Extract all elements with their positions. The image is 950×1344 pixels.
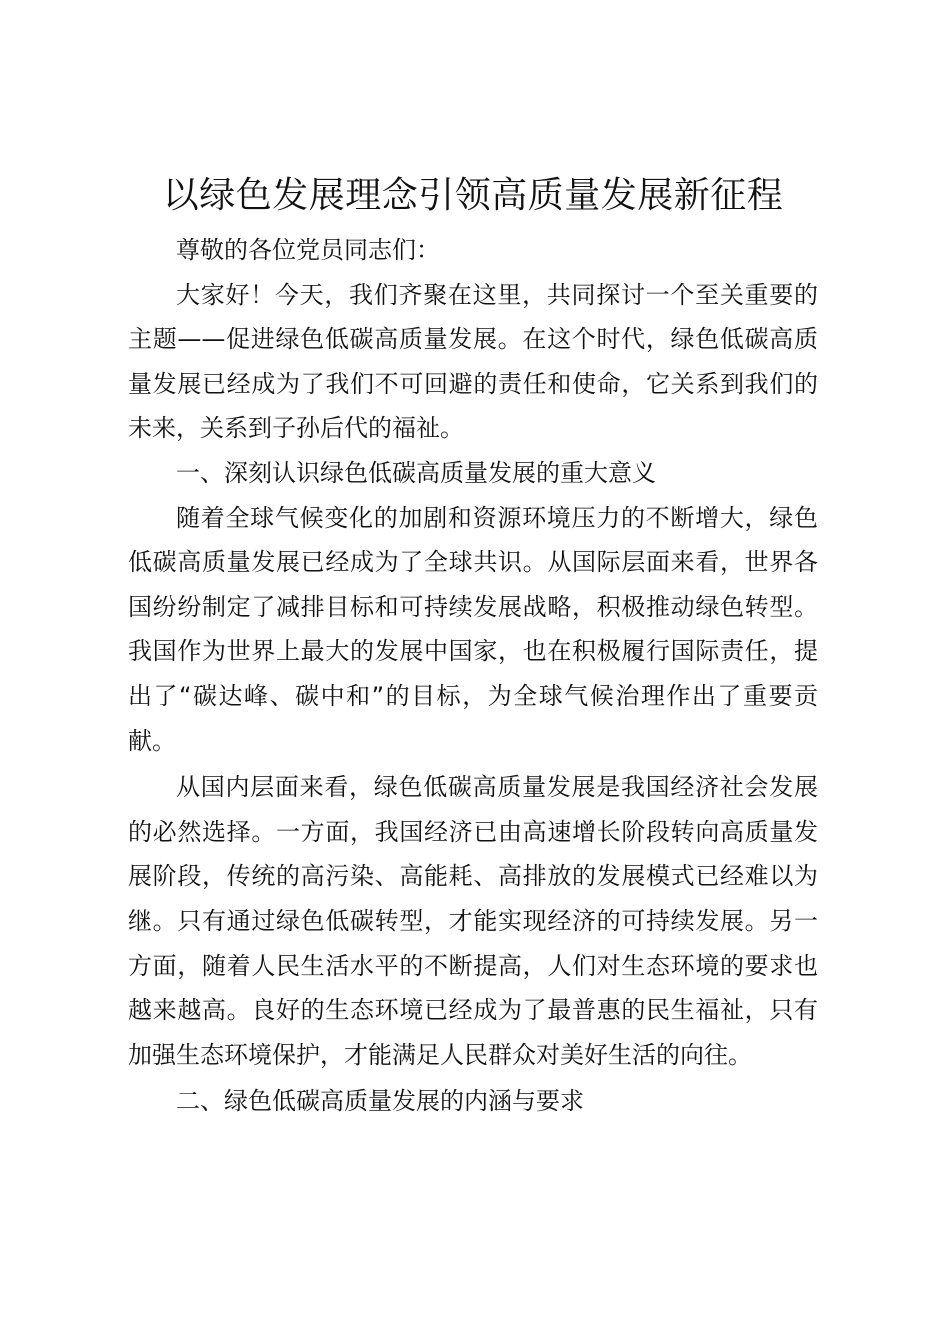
- section-heading-1: 一、深刻认识绿色低碳高质量发展的重大意义: [176, 458, 656, 487]
- paragraph-international: 随着全球气候变化的加剧和资源环境压力的不断增大，绿色低碳高质量发展已经成为了全球共识。从国际层面来看，世界各国纷纷制定了减排目标和可持续发展战略，积极推动绿色转型。我国作为世界上最大的发展中国家，也在积极履行国际责任，提出了“碳达峰、碳中和”的目标，为全球气候治理作出了重要贡献。: [128, 503, 818, 755]
- paragraph-opening: 大家好！今天，我们齐聚在这里，共同探讨一个至关重要的主题——促进绿色低碳高质量发展。在这个时代，绿色低碳高质量发展已经成为了我们不可回避的责任和使命，它关系到我们的未来，关系到子孙后代的福祉。: [128, 280, 818, 443]
- document-body: [128, 170, 818, 1124]
- section-heading-2: 二、绿色低碳高质量发展的内涵与要求: [176, 1087, 584, 1116]
- document-title: 以绿色发展理念引领高质量发展新征程: [162, 175, 784, 216]
- salutation: 尊敬的各位党员同志们：: [176, 236, 440, 264]
- paragraph-domestic: 从国内层面来看，绿色低碳高质量发展是我国经济社会发展的必然选择。一方面，我国经济已由高速增长阶段转向高质量发展阶段，传统的高污染、高能耗、高排放的发展模式已经难以为继。只有通过绿色低碳转型，才能实现经济的可持续发展。另一方面，随着人民生活水平的不断提高，人们对生态环境的要求也越来越高。良好的生态环境已经成为了最普惠的民生福祉，只有加强生态环境保护，才能满足人民群众对美好生活的向往。: [128, 773, 818, 1069]
